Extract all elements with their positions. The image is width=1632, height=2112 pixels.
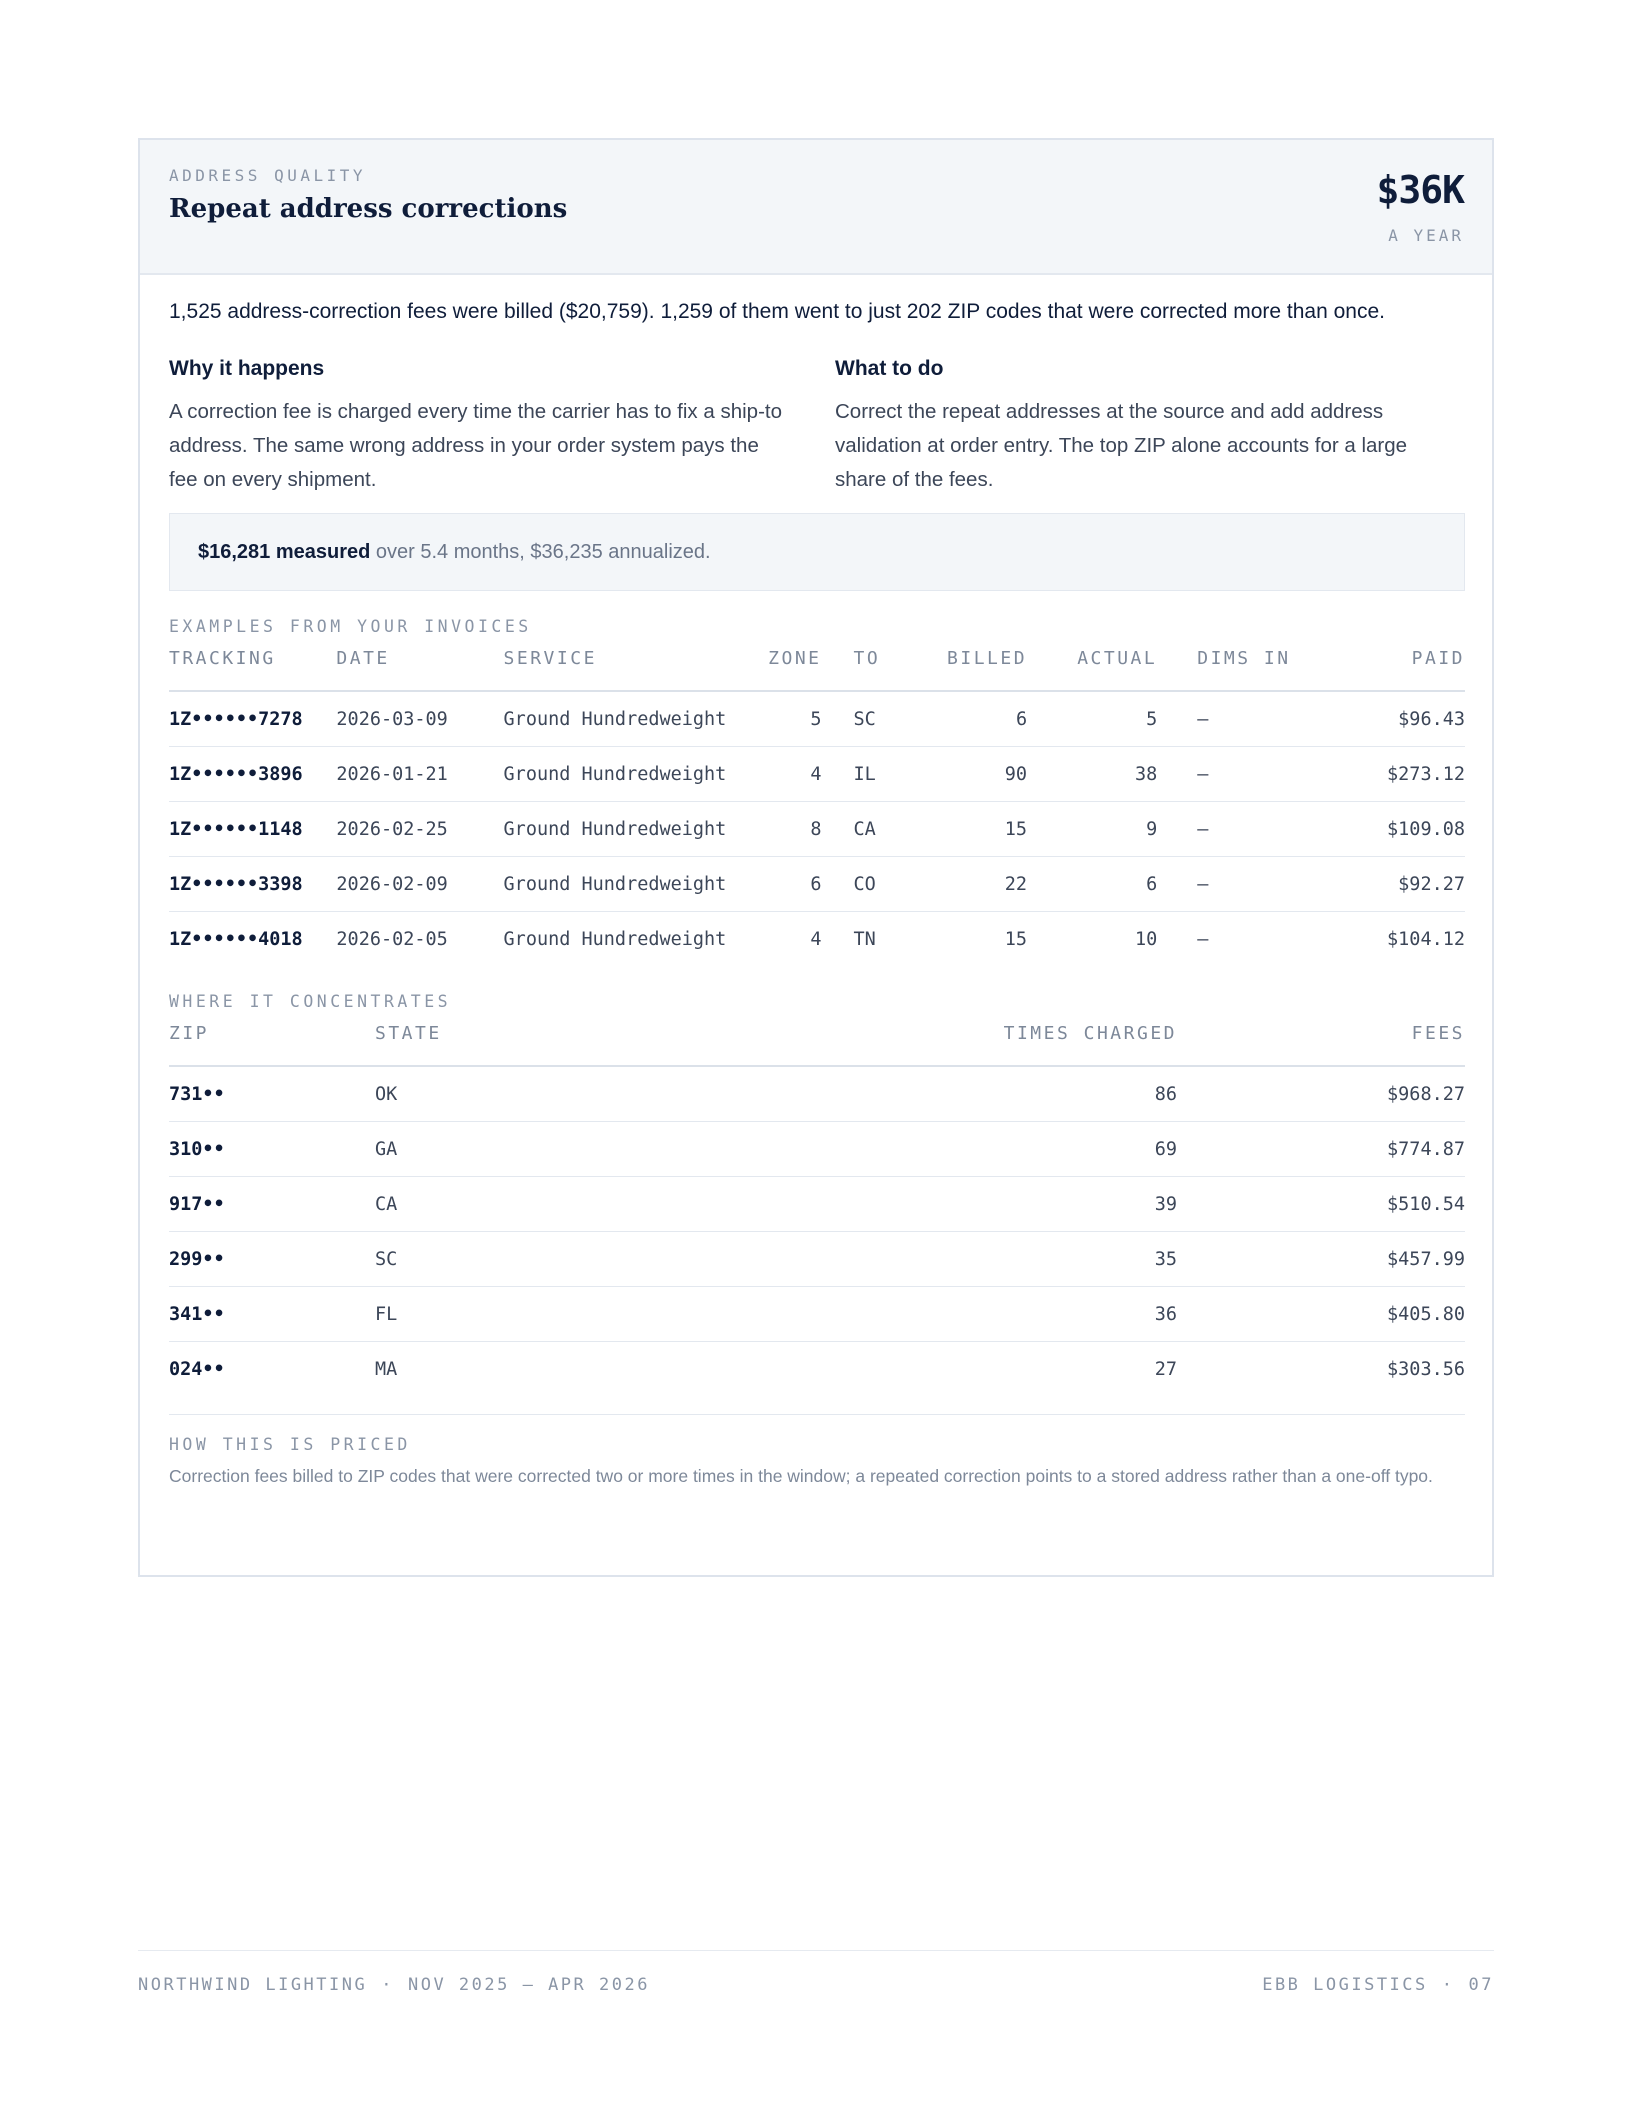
dims-cell: — bbox=[1157, 802, 1296, 857]
service-cell: Ground Hundredweight bbox=[504, 857, 762, 912]
footer-separator: · bbox=[1441, 1975, 1455, 1995]
zip-cell: 310•• bbox=[169, 1122, 375, 1177]
times-charged-cell: 86 bbox=[975, 1066, 1177, 1122]
actual-cell: 38 bbox=[1027, 747, 1157, 802]
zip-cell: 024•• bbox=[169, 1358, 225, 1380]
tracking-cell: 1Z••••••4018 bbox=[169, 928, 303, 950]
method-text: Correction fees billed to ZIP codes that were corrected two or more times in the window; a repeated correction points to a stored address rather than a one-off typo. bbox=[169, 1466, 1433, 1486]
times-charged-cell: 39 bbox=[975, 1177, 1177, 1232]
col-date: DATE bbox=[336, 648, 503, 691]
zip-cell: 299•• bbox=[169, 1232, 375, 1287]
state-cell: MA bbox=[375, 1358, 398, 1380]
paid-cell: $96.43 bbox=[1296, 691, 1465, 747]
col-fees: FEES bbox=[1177, 1023, 1465, 1066]
col-zone: ZONE bbox=[762, 648, 822, 691]
zip-row bbox=[169, 1122, 1465, 1177]
dims-cell: — bbox=[1157, 747, 1296, 802]
zone-cell: 4 bbox=[810, 928, 822, 950]
example-row bbox=[169, 691, 1465, 747]
times-charged-cell: 27 bbox=[1154, 1358, 1177, 1380]
col-paid: PAID bbox=[1296, 648, 1465, 691]
billed-cell: 6 bbox=[880, 691, 1027, 747]
date-cell: 2026-02-09 bbox=[336, 857, 503, 912]
concentration-section bbox=[169, 992, 1465, 1396]
zip-cell: 731•• bbox=[169, 1066, 375, 1122]
col-dims: DIMS IN bbox=[1157, 648, 1296, 691]
to-cell: CO bbox=[822, 857, 881, 912]
actual-cell: 5 bbox=[1027, 691, 1157, 747]
service-cell: Ground Hundredweight bbox=[504, 691, 762, 747]
pricing-method bbox=[169, 1414, 1465, 1490]
service-cell: Ground Hundredweight bbox=[503, 928, 727, 950]
tracking-cell: 1Z••••••7278 bbox=[169, 691, 336, 747]
to-cell: CA bbox=[822, 802, 881, 857]
service-cell: Ground Hundredweight bbox=[504, 802, 762, 857]
examples-table bbox=[169, 648, 1465, 966]
zip-row bbox=[169, 1287, 1465, 1342]
paid-cell: $273.12 bbox=[1296, 747, 1465, 802]
date-cell: 2026-02-25 bbox=[336, 802, 503, 857]
concentration-header-row bbox=[169, 1023, 1465, 1066]
actual-cell: 6 bbox=[1027, 857, 1157, 912]
col-times-charged: TIMES CHARGED bbox=[975, 1023, 1177, 1066]
concentration-label: WHERE IT CONCENTRATES bbox=[169, 992, 452, 1011]
finding-card bbox=[138, 138, 1494, 1577]
col-to: TO bbox=[822, 648, 881, 691]
fees-cell: $968.27 bbox=[1177, 1066, 1465, 1122]
measured-callout bbox=[169, 513, 1465, 591]
category-label: ADDRESS QUALITY bbox=[169, 166, 366, 185]
col-actual: ACTUAL bbox=[1027, 648, 1157, 691]
fees-cell: $510.54 bbox=[1177, 1177, 1465, 1232]
finding-title: Repeat address corrections bbox=[169, 194, 568, 224]
col-tracking: TRACKING bbox=[169, 648, 336, 691]
dims-cell: — bbox=[1197, 928, 1209, 950]
tracking-cell: 1Z••••••3398 bbox=[169, 857, 336, 912]
brand-name: EBB LOGISTICS bbox=[1262, 1975, 1428, 1995]
col-state: STATE bbox=[375, 1023, 975, 1066]
times-charged-cell: 69 bbox=[975, 1122, 1177, 1177]
page-number: 07 bbox=[1468, 1975, 1494, 1995]
dims-cell: — bbox=[1157, 857, 1296, 912]
concentration-table bbox=[169, 1023, 1465, 1396]
zone-cell: 5 bbox=[762, 691, 822, 747]
page-footer bbox=[138, 1950, 1494, 2011]
service-cell: Ground Hundredweight bbox=[504, 747, 762, 802]
zip-row bbox=[169, 1066, 1465, 1122]
zip-cell: 341•• bbox=[169, 1287, 375, 1342]
state-cell: FL bbox=[375, 1287, 975, 1342]
actual-cell: 9 bbox=[1027, 802, 1157, 857]
state-cell: OK bbox=[375, 1066, 975, 1122]
fees-cell: $457.99 bbox=[1177, 1232, 1465, 1287]
examples-label: EXAMPLES FROM YOUR INVOICES bbox=[169, 617, 532, 636]
col-service: SERVICE bbox=[504, 648, 762, 691]
fees-cell: $303.56 bbox=[1387, 1358, 1465, 1380]
zip-row bbox=[169, 1177, 1465, 1232]
what-section bbox=[835, 355, 1455, 497]
example-row bbox=[169, 912, 1465, 967]
example-row bbox=[169, 857, 1465, 912]
to-cell: IL bbox=[822, 747, 881, 802]
col-zip: ZIP bbox=[169, 1023, 375, 1066]
paid-cell: $109.08 bbox=[1296, 802, 1465, 857]
what-heading: What to do bbox=[835, 357, 944, 380]
footer-left bbox=[138, 1975, 650, 1995]
zone-cell: 4 bbox=[762, 747, 822, 802]
billed-cell: 15 bbox=[1004, 928, 1028, 950]
actual-cell: 10 bbox=[1134, 928, 1158, 950]
measured-amount: $16,281 measured bbox=[198, 541, 371, 563]
fees-cell: $774.87 bbox=[1177, 1122, 1465, 1177]
billed-cell: 15 bbox=[880, 802, 1027, 857]
footer-separator: · bbox=[381, 1975, 394, 1995]
col-billed: BILLED bbox=[880, 648, 1027, 691]
billed-cell: 22 bbox=[880, 857, 1027, 912]
fees-cell: $405.80 bbox=[1177, 1287, 1465, 1342]
times-charged-cell: 36 bbox=[975, 1287, 1177, 1342]
zip-row bbox=[169, 1342, 1465, 1397]
what-text: Correct the repeat addresses at the source and add address validation at order entry. The top ZIP alone accounts for a large share of the fees. bbox=[835, 400, 1408, 491]
zip-cell: 917•• bbox=[169, 1177, 375, 1232]
zone-cell: 8 bbox=[762, 802, 822, 857]
why-section bbox=[169, 355, 789, 497]
why-text: A correction fee is charged every time the carrier has to fix a ship-to address. The same wrong address in your order system pays the fee on every shipment. bbox=[169, 400, 782, 491]
annual-amount: $36K bbox=[1376, 168, 1464, 212]
tracking-cell: 1Z••••••3896 bbox=[169, 747, 336, 802]
paid-cell: $92.27 bbox=[1296, 857, 1465, 912]
measured-detail: over 5.4 months, $36,235 annualized. bbox=[370, 541, 711, 563]
state-cell: CA bbox=[375, 1177, 975, 1232]
why-heading: Why it happens bbox=[169, 357, 325, 380]
to-cell: SC bbox=[822, 691, 881, 747]
lead-summary: 1,525 address-correction fees were billed ($20,759). 1,259 of them went to just 202 ZIP codes that were corrected more than once. bbox=[169, 300, 1385, 323]
zip-row bbox=[169, 1232, 1465, 1287]
report-period: NOV 2025 – APR 2026 bbox=[407, 1975, 650, 1995]
times-charged-cell: 35 bbox=[975, 1232, 1177, 1287]
state-cell: GA bbox=[375, 1122, 975, 1177]
state-cell: SC bbox=[375, 1232, 975, 1287]
dims-cell: — bbox=[1157, 691, 1296, 747]
tracking-cell: 1Z••••••1148 bbox=[169, 802, 336, 857]
method-label: HOW THIS IS PRICED bbox=[169, 1435, 411, 1454]
explanation-columns bbox=[169, 355, 1465, 495]
to-cell: TN bbox=[853, 928, 876, 950]
zone-cell: 6 bbox=[762, 857, 822, 912]
footer-right bbox=[1262, 1975, 1494, 1995]
date-cell: 2026-03-09 bbox=[336, 691, 503, 747]
examples-section bbox=[169, 617, 1465, 966]
examples-header-row bbox=[169, 648, 1465, 691]
example-row bbox=[169, 802, 1465, 857]
billed-cell: 90 bbox=[880, 747, 1027, 802]
example-row bbox=[169, 747, 1465, 802]
paid-cell: $104.12 bbox=[1387, 928, 1465, 950]
date-cell: 2026-02-05 bbox=[336, 928, 448, 950]
card-body bbox=[169, 295, 1465, 1490]
date-cell: 2026-01-21 bbox=[336, 747, 503, 802]
annual-amount-unit: A YEAR bbox=[1388, 226, 1464, 245]
card-header bbox=[140, 140, 1492, 275]
client-name: NORTHWIND LIGHTING bbox=[138, 1975, 368, 1995]
